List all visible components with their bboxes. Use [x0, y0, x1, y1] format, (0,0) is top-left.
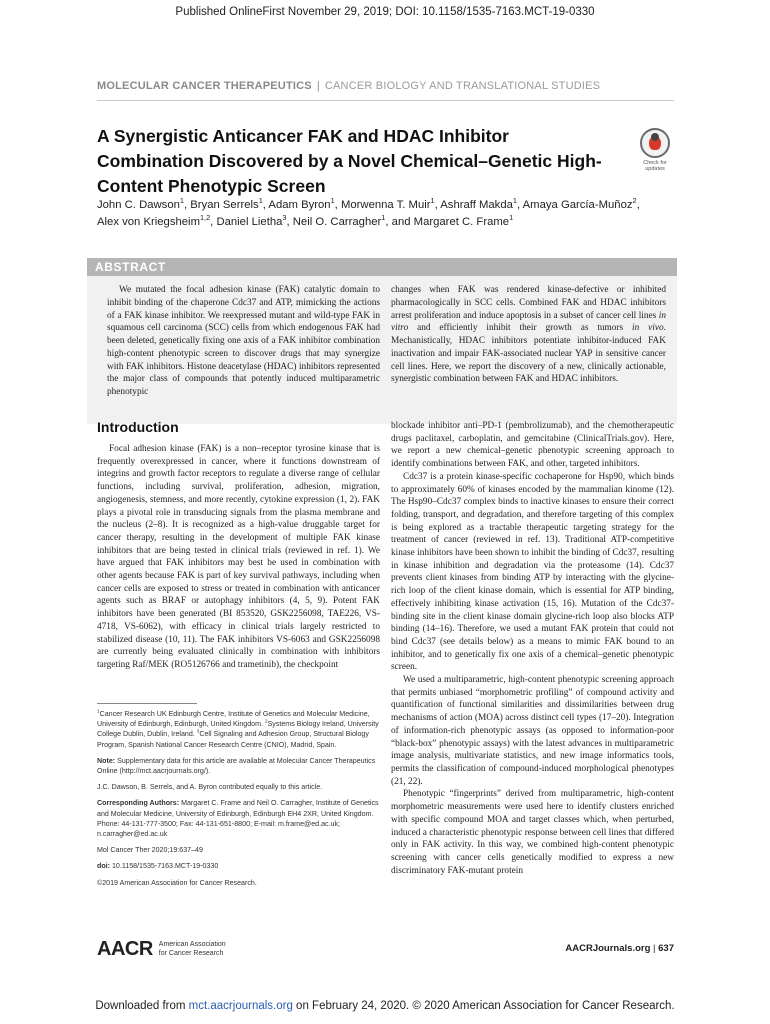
author: Ashraff Makda$^1$ [440, 196, 517, 211]
author: Daniel Lietha$^3$ [216, 213, 287, 228]
author: Bryan Serrels$^1$ [190, 196, 263, 211]
section-name: CANCER BIOLOGY AND TRANSLATIONAL STUDIES [324, 80, 601, 92]
citation: Mol Cancer Ther 2020;19:637–49 [97, 846, 203, 855]
equal-contribution-note: J.C. Dawson, B. Serrels, and A. Byron contributed equally to this article. [97, 783, 323, 792]
introduction-left-column [97, 443, 380, 672]
journal-name: MOLECULAR CANCER THERAPEUTICS [97, 80, 312, 92]
download-notice: Downloaded from mct.aacrjournals.org on February 24, 2020. © 2020 American Association for Cancer Research. [95, 1000, 675, 1012]
aacr-logo-text: American Association for Cancer Research [158, 941, 226, 957]
author: Margaret C. Frame$^1$ [413, 213, 514, 228]
published-online-notice: Published OnlineFirst November 29, 2019; DOI: 10.1158/1535-7163.MCT-19-0330 [175, 6, 595, 18]
check-updates-caption: Check for updates [643, 160, 667, 172]
aacr-logo[interactable] [97, 938, 249, 961]
introduction-heading: Introduction [97, 419, 179, 435]
author-connector: and [391, 216, 411, 228]
header-rule [97, 100, 674, 101]
author: Morwenna T. Muir$^1$ [340, 196, 435, 211]
author-list: John C. Dawson$^1$, Bryan Serrels$^1$, Adam Byron$^1$, Morwenna T. Muir$^1$, Ashraff Makda$^1$, Amaya García-Muñoz$^2$, Alex von Kriegsheim$^{1,2}$, Daniel Lietha$^3$, Neil O. Carragher$^1$, and Margaret C. Frame$^1$ [97, 196, 640, 228]
copyright: ©2019 American Association for Cancer Research. [97, 878, 257, 887]
abstract-header-bar [87, 258, 677, 276]
footnote-rule [97, 703, 197, 704]
body-paragraph: We used a multiparametric, high-content phenotypic screening approach that permits unbiased “morphometric profiling” of compound activity and quantification of functional similarities and dissimilarities between drug mechanisms of action (MOA) across distinct cell types (17–20). Integration of information-rich phenotypic assays (as opposed to information-poor “black-box” phenotypic assays) with the latest advances in multiparametric image analysis, multivariate statistics, and new image informatics tools, permits the classification of compound-induced morphological phenotypes (21, 22). [391, 675, 674, 787]
abstract-right-column: changes when FAK was rendered kinase-defective or inhibited pharmacologically in SCC cells. Combined FAK and HDAC inhibitors arrest proliferation and induce apoptosis in a subset of cancer cell lines in vitro and efficiently inhibit their growth as tumors in vivo. Mechanistically, HDAC inhibitors potentiate inhibitor-induced FAK inactivation and impair FAK-associated nuclear YAP in sensitive cancer cell lines. Here, we report the discovery of a new, clinically actionable, synergistic combination between FAK and HDAC inhibitors. [391, 285, 666, 385]
author: John C. Dawson$^1$ [97, 196, 184, 211]
abstract-label: ABSTRACT [95, 260, 166, 274]
corresponding-authors: Corresponding Authors: Margaret C. Frame and Neil O. Carragher, Institute of Genetics and Molecular Medicine, University of Edinburgh, Edinburgh EH4 2XR, United Kingdom. Phone: 44-131-777-3500; Fax: 44-131-651-8800; E-mail: m.frame@ed.ac.uk; n.carragher@ed.ac.uk [97, 799, 379, 839]
author: Neil O. Carragher$^1$ [292, 213, 386, 228]
footnotes [97, 709, 380, 894]
body-paragraph: blockade inhibitor anti–PD-1 (pembrolizumab), and the chemotherapeutic drugs paclitaxel, carboplatin, and gemcitabine (ClinicalTrials.gov). Here, we report a new chemical–genetic phenotypic screening approach to identify combinations between FAK, and other, targeted inhibitors. [391, 421, 674, 470]
download-source-link[interactable]: mct.aacrjournals.org [188, 1000, 293, 1012]
journal-url-link[interactable]: AACRJournals.org [565, 943, 651, 954]
aacr-logo-mark: AACR [97, 938, 153, 960]
body-paragraph: Focal adhesion kinase (FAK) is a non–receptor tyrosine kinase that is frequently overexpressed in cancer, where it functions downstream of integrins and growth factor receptors to regulate a diverse range of cellular functions, including survival, proliferation, adhesion, migration, angiogenesis, stemness, and more recently, cytokine expression (1, 2). FAK plays a pivotal role in transducing signals from the plasma membrane and the nucleus (2–8). It is recognized as a high-value druggable target for cancer therapy, resulting in the development of multiple FAK kinase inhibitors that are being tested in clinical trials (reviewed in ref. 1). We have argued that FAK inhibitors may best be used in combination with other agents because FAK is part of key survival pathways, including when cancer cells are exposed to stress or treated in combination with anticancer agents such as BRAF or autophagy inhibitors (4, 5, 9). Potent FAK inhibitors have been generated (BI 853520, GSK2256098, TAE226, VS-4718, VS-6062), with efficacy in clinical trials largely restricted to stabilized disease (10, 11). The FAK inhibitors VS-6063 and GSK2256098 are currently being evaluated clinically in combination with inhibitors targeting Raf/MEK (RO5126766 and trametinib), the checkpoint [97, 444, 380, 670]
body-paragraph: Cdc37 is a protein kinase-specific cochaperone for Hsp90, which binds to approximately 60% of kinases encoded by the mammalian kinome (12). The Hsp90–Cdc37 complex binds to inactive kinases to ensure their correct folding, transport, and degradation, and therefore targeting of this complex is being explored as a tractable therapeutic targeting strategy for the treatment of cancer (reviewed in ref. 13). Traditional ATP-competitive kinase inhibitors have been shown to inhibit the binding of Cdc37, resulting in kinase inhibition and degradation via the proteasome (14). Cdc37 prevents client kinases from binding ATP by interacting with the glycine-rich loop of the client kinase domain, which is essential for ATP binding, effectively inhibiting kinase activation (15, 16). Mutation of the Cdc37-binding site in the client kinase domain glycine-rich loop also blocks ATP binding (14–16). Therefore, we used a mutant FAK protein that could not bind Cdc37 (see details below) as a means to mimic FAK bound to an inhibitor, and to genetically fix one axis of a chemical–genetic phenotypic screen. [391, 471, 674, 673]
journal-header [97, 80, 677, 92]
header-divider: | [316, 80, 320, 92]
author: Alex von Kriegsheim$^{1,2}$ [97, 213, 211, 228]
body-paragraph: Phenotypic “fingerprints” derived from multiparametric, high-content morphometric measurements were used here to identify clusters enriched with specific compound MOA and target classes which, when perturbed, induced a characteristic phenotypic response between cell lines that differed only in FAK activity. In this way, we combined high-content phenotypic screening with cancer cells genetically modified to express a new discriminatory FAK-mutant protein [391, 789, 675, 876]
introduction-right-column [391, 420, 674, 877]
author: Amaya García-Muñoz$^2$ [522, 196, 637, 211]
footer-divider: | [653, 943, 656, 954]
check-for-updates-button[interactable] [636, 128, 674, 172]
supplementary-note: Note: Supplementary data for this article are available at Molecular Cancer Therapeutics Online (http://mct.aacrjournals.org/). [97, 756, 376, 776]
page-footer [520, 943, 674, 954]
affiliations: $^1$Cancer Research UK Edinburgh Centre, Institute of Genetics and Molecular Medicine, University of Edinburgh, Edinburgh, United Kingdom. $^2$Systems Biology Ireland, University College Dublin, Dublin, Ireland. $^3$Cell Signaling and Adhesion Group, Structural Biology Program, Spanish National Cancer Research Centre (CNIO), Madrid, Spain. [97, 708, 379, 749]
article-title: A Synergistic Anticancer FAK and HDAC Inhibitor Combination Discovered by a Novel Chemical–Genetic High-Content Phenotypic Screen [97, 126, 602, 196]
doi: doi: 10.1158/1535-7163.MCT-19-0330 [97, 862, 219, 871]
page-number: 637 [658, 943, 674, 954]
author: Adam Byron$^1$ [268, 196, 335, 211]
abstract-left-column: We mutated the focal adhesion kinase (FAK) catalytic domain to inhibit binding of the chaperone Cdc37 and ATP, mimicking the actions of a FAK kinase inhibitor. We reexpressed mutant and wild-type FAK in squamous cell carcinoma (SCC) cells from which endogenous FAK had been deleted, genetically fixing one axis of a FAK inhibitor combination high-content phenotypic screen to discover drugs that may synergize with FAK inhibitors. Histone deacetylase (HDAC) inhibitors represented the major class of compounds that potently induced multiparametric phenotypic [107, 285, 380, 397]
crossmark-icon [640, 128, 670, 158]
